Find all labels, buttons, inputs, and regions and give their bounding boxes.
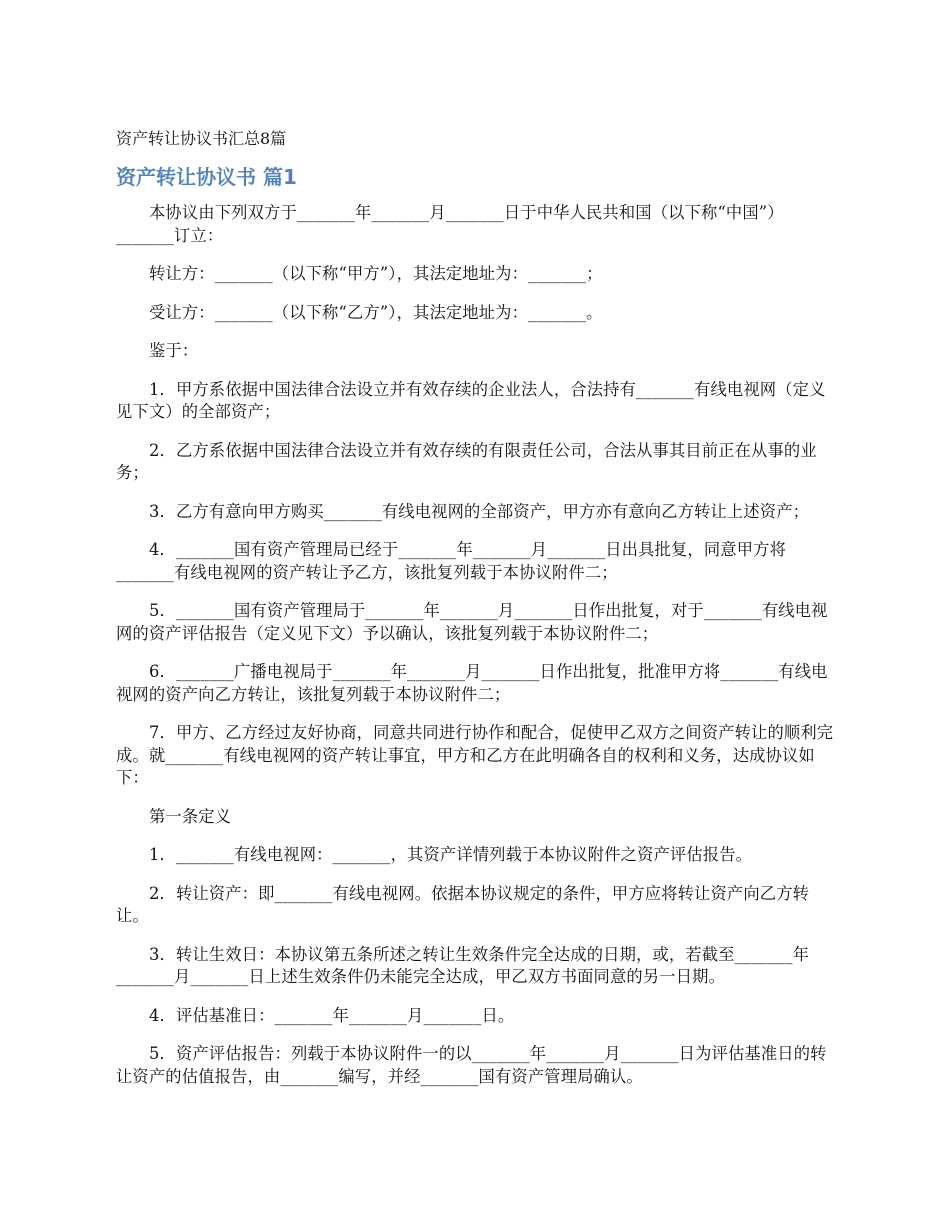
paragraph: 本协议由下列双方于_______年_______月_______日于中华人民共和国（以下称“中国”）_______订立： [116, 203, 784, 245]
paragraph: 1．甲方系依据中国法律合法设立并有效存续的企业法人，合法持有_______有线电视网（定义见下文）的全部资产； [116, 379, 826, 421]
paragraph: 1．_______有线电视网：_______，其资产详情列载于本协议附件之资产评估报告。 [149, 845, 753, 864]
paragraph: 4．评估基准日：_______年_______月_______日。 [149, 1005, 515, 1025]
paragraph: 转让方：_______（以下称“甲方”），其法定地址为：_______； [149, 264, 603, 283]
paragraph: 2．乙方系依据中国法律合法设立并有效存续的有限责任公司，合法从事其目前正在从事的业务； [116, 440, 817, 482]
paragraph: 3．乙方有意向甲方购买_______有线电视网的全部资产，甲方亦有意向乙方转让上述资产； [149, 501, 810, 521]
paragraph: 3．转让生效日：本协议第五条所述之转让生效条件完全达成的日期，或，若截至_______年_______月_______日上述生效条件仍未能完全达成，甲乙双方书面同意的另一日期。 [116, 944, 810, 986]
paragraph: 2．转让资产：即_______有线电视网。依据本协议规定的条件，甲方应将转让资产向乙方转让。 [116, 883, 810, 925]
article-heading: 第一条定义 [149, 806, 232, 826]
paragraph: 5．_______国有资产管理局于_______年_______月_______日作出批复，对于_______有线电视网的资产评估报告（定义见下文）予以确认，该批复列载于本协议附件二； [116, 601, 828, 643]
paragraph: 鉴于： [149, 341, 199, 360]
paragraph: 6．_______广播电视局于_______年_______月_______日作出批复，批准甲方将_______有线电视网的资产向乙方转让，该批复列载于本协议附件二； [116, 662, 828, 704]
document-title: 资产转让协议书汇总8篇 [116, 129, 287, 148]
paragraph: 4．_______国有资产管理局已经于_______年_______月_______日出具批复，同意甲方将_______有线电视网的资产转让予乙方，该批复列载于本协议附件二； [116, 540, 786, 582]
section-heading: 资产转让协议书 篇1 [116, 165, 297, 189]
paragraph: 受让方：_______（以下称“乙方”），其法定地址为：_______。 [149, 302, 603, 322]
document-body [116, 202, 840, 1104]
paragraph: 7．甲方、乙方经过友好协商，同意共同进行协作和配合，促使甲乙双方之间资产转让的顺利完成。就_______有线电视网的资产转让事宜，甲方和乙方在此明确各自的权利和义务，达成协议如下： [116, 723, 834, 787]
paragraph: 5．资产评估报告：列载于本协议附件一的以_______年_______月_______日为评估基准日的转让资产的估值报告，由_______编写，并经_______国有资产管理局确认。 [116, 1044, 827, 1086]
